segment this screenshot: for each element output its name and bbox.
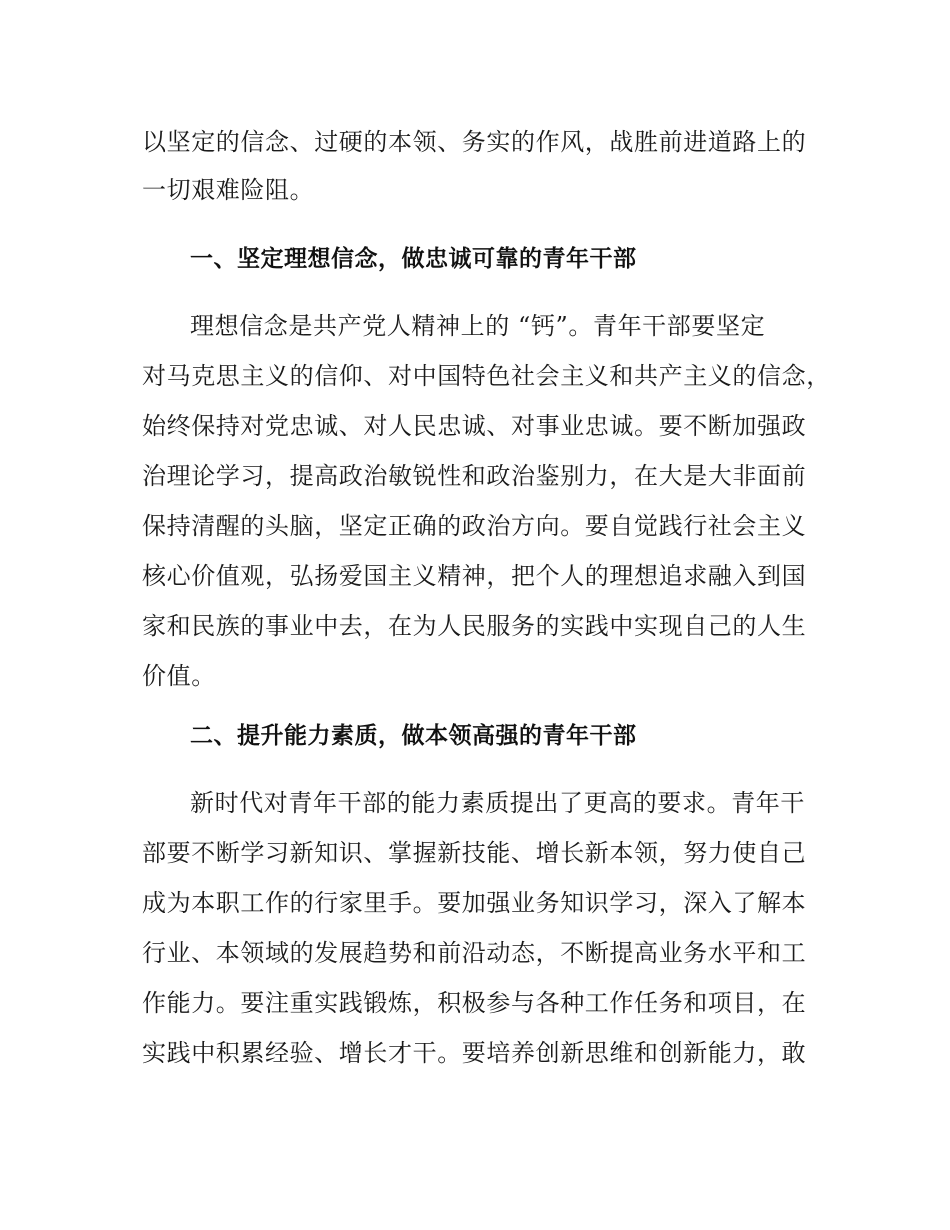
paragraph-line: 新时代对青年干部的能力素质提出了更高的要求。青年干 — [190, 789, 805, 817]
paragraph-line: 始终保持对党忠诚、对人民忠诚、对事业忠诚。要不断加强政 — [142, 412, 807, 440]
section-heading-2: 二、提升能力素质，做本领高强的青年干部 — [190, 723, 637, 749]
paragraph-line: 行业、本领域的发展趋势和前沿动态，不断提高业务水平和工 — [142, 939, 807, 967]
paragraph-line: 治理论学习，提高政治敏锐性和政治鉴别力，在大是大非面前 — [142, 462, 807, 490]
paragraph-line: 一切艰难险阻。 — [142, 176, 315, 204]
paragraph-line: 以坚定的信念、过硬的本领、务实的作风，战胜前进道路上的 — [142, 128, 807, 156]
section-heading-1: 一、坚定理想信念，做忠诚可靠的青年干部 — [190, 246, 637, 272]
paragraph-line: 部要不断学习新知识、掌握新技能、增长新本领，努力使自己 — [142, 839, 807, 867]
paragraph-line: 成为本职工作的行家里手。要加强业务知识学习，深入了解本 — [142, 889, 807, 917]
paragraph-line: 对马克思主义的信仰、对中国特色社会主义和共产主义的信念， — [142, 362, 831, 390]
paragraph-line: 核心价值观，弘扬爱国主义精神，把个人的理想追求融入到国 — [142, 562, 807, 590]
paragraph-line: 实践中积累经验、增长才干。要培养创新思维和创新能力，敢 — [142, 1039, 807, 1067]
paragraph-line: 价值。 — [142, 662, 216, 690]
paragraph-line: 作能力。要注重实践锻炼，积极参与各种工作任务和项目，在 — [142, 989, 807, 1017]
paragraph-line: 家和民族的事业中去，在为人民服务的实践中实现自己的人生 — [142, 612, 807, 640]
paragraph-line: 理想信念是共产党人精神上的 “钙”。青年干部要坚定 — [190, 312, 766, 340]
paragraph-line: 保持清醒的头脑，坚定正确的政治方向。要自觉践行社会主义 — [142, 512, 807, 540]
